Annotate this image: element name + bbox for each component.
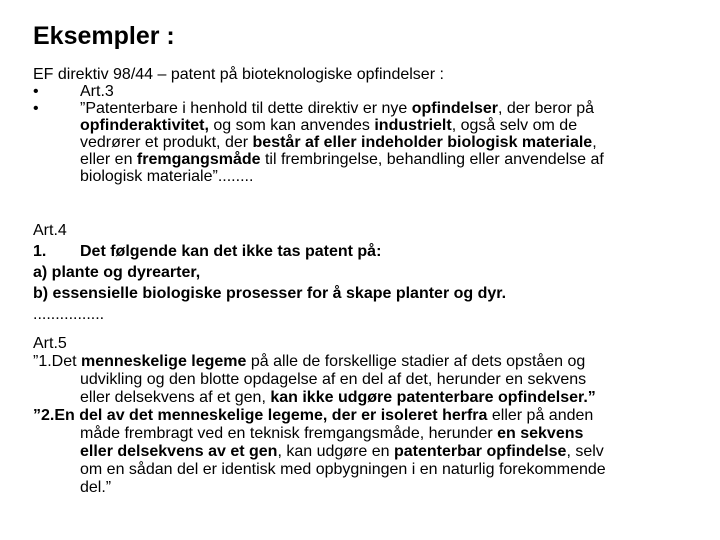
text-run: , — [592, 134, 597, 151]
art4-section — [33, 220, 713, 325]
text-run: patenterbar opfindelse — [393, 443, 567, 460]
text-run: ”Patenterbare i henhold til dette direktiv er nye — [80, 100, 412, 117]
text-run: , også selv om de — [451, 117, 578, 134]
art5-p1-line1 — [33, 353, 713, 371]
text-run: , kan udgøre en — [277, 443, 394, 460]
art5-p2-line3 — [33, 443, 713, 461]
directive-section — [33, 66, 703, 185]
text-run: og som kan anvendes — [208, 117, 375, 134]
text-run: måde frembragt ved en teknisk fremgangsmåde, herunder — [80, 425, 498, 442]
bullet-quote-line2 — [33, 117, 703, 134]
text-run: opfindelser — [411, 100, 498, 117]
art4-item1-number: 1. — [33, 243, 47, 260]
text-run: består af eller indeholder biologisk materiale — [252, 134, 593, 151]
text-run: kan ikke udgøre patenterbare opfindelser.” — [270, 389, 596, 406]
art4-ellipsis: ................ — [33, 306, 105, 323]
text-run: , der beror på — [497, 100, 595, 117]
art5-p2-line1 — [33, 407, 713, 425]
text-run: eller på anden — [487, 407, 594, 424]
text-run: ”1.Det — [33, 353, 82, 370]
text-run: en sekvens — [497, 425, 584, 442]
text-run: til frembringelse, behandling eller anvendelse af — [260, 151, 604, 168]
art5-section — [33, 335, 713, 497]
text-run: opfinderaktivitet, — [80, 117, 209, 134]
bullet-art3 — [33, 83, 703, 100]
bullet-quote-line5: biologisk materiale”........ — [80, 168, 254, 185]
bullet-dot: • — [33, 100, 39, 117]
art5-heading: Art.5 — [33, 335, 67, 352]
art5-p1-line2: udvikling og den blotte opdagelse af en del af det, herunder en sekvens — [80, 371, 587, 388]
bullet-art3-text: Art.3 — [80, 83, 114, 100]
bullet-dot: • — [33, 83, 39, 100]
text-run: menneskelige legeme — [81, 353, 247, 370]
rich-line — [80, 100, 594, 117]
art5-p2-line2 — [33, 425, 713, 443]
text-run: , selv — [566, 443, 604, 460]
art4-item1 — [33, 241, 713, 262]
text-run: eller delsekvens af et gen, — [80, 389, 271, 406]
bullet-quote-line4 — [33, 151, 703, 168]
text-run: ”2.En del av det menneskelige legeme, der er isoleret herfra — [33, 407, 488, 424]
text-run: eller delsekvens av et gen — [80, 443, 278, 460]
art4-item-b: b) essensielle biologiske prosesser for å skape planter og dyr. — [33, 285, 507, 302]
bullet-quote-line3 — [33, 134, 703, 151]
text-run: fremgangsmåde — [136, 151, 261, 168]
text-run: vedrører et produkt, der — [80, 134, 253, 151]
text-run: industrielt — [374, 117, 452, 134]
art5-p1-line3 — [33, 389, 713, 407]
bullet-quote-line1 — [33, 100, 703, 117]
art4-item1-text: Det følgende kan det ikke tas patent på: — [80, 243, 382, 260]
text-run: på alle de forskellige stadier af dets opståen og — [246, 353, 586, 370]
slide-title: Eksempler : — [33, 22, 175, 50]
text-run: eller en — [80, 151, 137, 168]
directive-heading: EF direktiv 98/44 – patent på bioteknologiske opfindelser : — [33, 66, 444, 83]
art4-heading: Art.4 — [33, 222, 67, 239]
art5-p2-line4: om en sådan del er identisk med opbygningen i en naturlig forekommende — [80, 461, 606, 478]
art5-p2-line5: del.” — [80, 479, 112, 496]
art4-item-a: a) plante og dyrearter, — [33, 264, 201, 281]
